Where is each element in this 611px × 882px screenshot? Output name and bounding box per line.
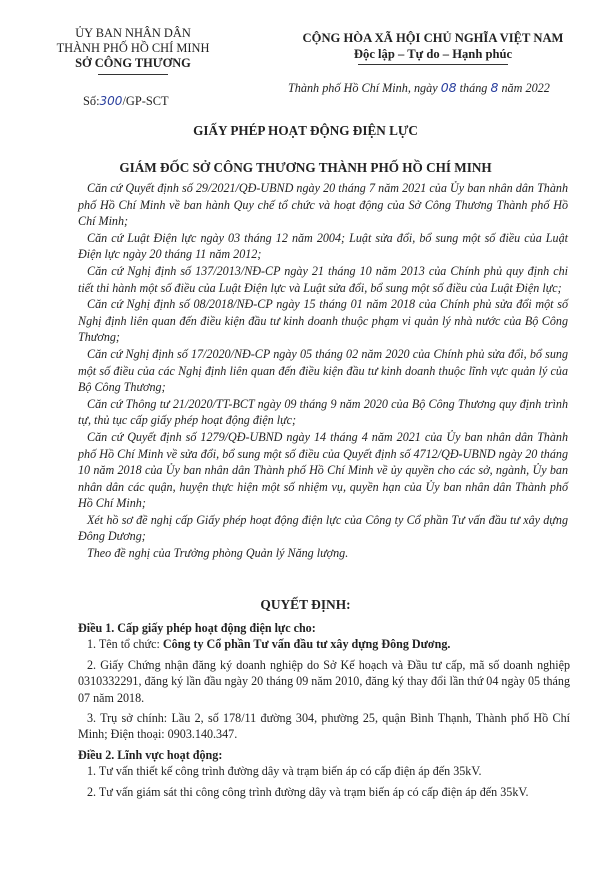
preamble-clause: Căn cứ Luật Điện lực ngày 03 tháng 12 năm 2004; Luật sửa đổi, bổ sung một số điều của Luật Điện lực ngày 20 tháng 11 năm 2012; [78,230,568,262]
issuer-line-1: ỦY BAN NHÂN DÂN [75,26,191,40]
preamble-clause: Căn cứ Nghị định số 137/2013/NĐ-CP ngày 21 tháng 10 năm 2013 của Chính phủ quy định chi tiết thi hành một số điều của Luật Điện lực và Luật sửa đổi, bổ sung một số điều của Luật Điện lực; [78,263,568,295]
issue-date-prefix: Thành phố Hồ Chí Minh, ngày [288,81,438,95]
document-title: GIẤY PHÉP HOẠT ĐỘNG ĐIỆN LỰC [193,123,418,138]
issue-date-month-label: tháng [459,81,488,95]
preamble-clause: Căn cứ Quyết định số 1279/QĐ-UBND ngày 14 tháng 4 năm 2021 của Ủy ban nhân dân Thành phố Hồ Chí Minh về sửa đổi, bổ sung một số điều của Quyết định số 4712/QĐ-UBND ngày 20 tháng 10 năm 2018 của Ủy ban nhân dân Thành phố Hồ Chí Minh về ủy quyền cho các sở, ngành, Ủy ban nhân dân các quận, huyện thực hiện một số nhiệm vụ, quyền hạn của Ủy ban nhân dân Thành phố Hồ Chí Minh; [78,429,568,511]
article-2-item-2: 2. Tư vấn giám sát thi công công trình đường dây và trạm biến áp có cấp điện áp đến 35kV. [87,784,529,799]
preamble-clause: Theo đề nghị của Trưởng phòng Quản lý Năng lượng. [87,546,349,561]
preamble-clause: Căn cứ Quyết định số 29/2021/QĐ-UBND ngày 20 tháng 7 năm 2021 của Ủy ban nhân dân Thành phố Hồ Chí Minh về ban hành Quy chế tổ chức và hoạt động của Sở Công Thương Thành phố Hồ Chí Minh; [78,181,568,229]
national-motto: Độc lập – Tự do – Hạnh phúc [353,47,513,61]
decision-body [78,620,570,800]
preamble-clause: Căn cứ Nghị định số 17/2020/NĐ-CP ngày 05 tháng 02 năm 2020 của Chính phủ sửa đổi, bổ sung một số điều của các Nghị định liên quan đến điều kiện đầu tư kinh doanh thuộc lĩnh vực quản lý của Bộ Công Thương; [78,346,568,395]
article-1-item-1 [78,636,570,652]
preamble [78,180,568,562]
organization-name: Công ty Cổ phần Tư vấn đầu tư xây dựng Đông Dương. [162,637,451,652]
decision-heading: QUYẾT ĐỊNH: [260,597,351,612]
preamble-clause: Căn cứ Nghị định số 08/2018/NĐ-CP ngày 15 tháng 01 năm 2018 của Chính phủ sửa đổi một số Nghị định liên quan đến điều kiện đầu tư kinh doanh thuộc phạm vi quản lý nhà nước của Bộ Công Thương; [78,297,568,345]
issue-date-day: 08 [440,80,457,95]
motto-divider [358,64,508,65]
article-2-heading: Điều 2. Lĩnh vực hoạt động: [78,747,223,762]
preamble-clause: Căn cứ Thông tư 21/2020/TT-BCT ngày 09 tháng 9 năm 2020 của Bộ Công Thương quy định trình tự, thủ tục cấp giấy phép hoạt động điện lực; [78,396,568,428]
article-1-heading: Điều 1. Cấp giấy phép hoạt động điện lực cho: [78,621,316,635]
issue-date-year: năm 2022 [501,81,550,95]
document-number [83,94,169,109]
document-number-suffix: /GP-SCT [122,94,169,108]
document-number-value: 300 [99,94,123,108]
issue-date-month: 8 [490,80,499,95]
document-number-prefix: Số: [83,94,100,108]
document-subtitle: GIÁM ĐỐC SỞ CÔNG THƯƠNG THÀNH PHỐ HỒ CHÍ MINH [119,160,492,175]
issuer-divider [98,74,168,75]
issuer-block [38,26,228,75]
article-1-item-2: 2. Giấy Chứng nhận đăng ký doanh nghiệp do Sở Kế hoạch và Đầu tư cấp, mã số doanh nghiệp 0310332291, đăng ký lần đầu ngày 20 tháng 09 năm 2010, đăng ký thay đổi lần thứ 04 ngày 05 tháng 07 năm 2018. [78,657,570,705]
national-title: CỘNG HÒA XÃ HỘI CHỦ NGHĨA VIỆT NAM [302,31,564,45]
issuer-line-2: THÀNH PHỐ HỒ CHÍ MINH [56,41,210,55]
article-1-item-3: 3. Trụ sở chính: Lầu 2, số 178/11 đường 304, phường 25, quận Bình Thạnh, Thành phố Hồ Chí Minh; Điện thoại: 0903.140.347. [78,711,570,742]
article-1-item-1-label: 1. Tên tổ chức: [87,637,163,652]
issue-date [288,80,550,96]
article-2-item-1: 1. Tư vấn thiết kế công trình đường dây và trạm biến áp có cấp điện áp đến 35kV. [87,764,482,779]
national-motto-block [268,30,598,65]
issuer-department: SỞ CÔNG THƯƠNG [75,56,191,70]
preamble-clause: Xét hồ sơ đề nghị cấp Giấy phép hoạt động điện lực của Công ty Cổ phần Tư vấn đầu tư xây dựng Đông Dương; [78,512,568,544]
